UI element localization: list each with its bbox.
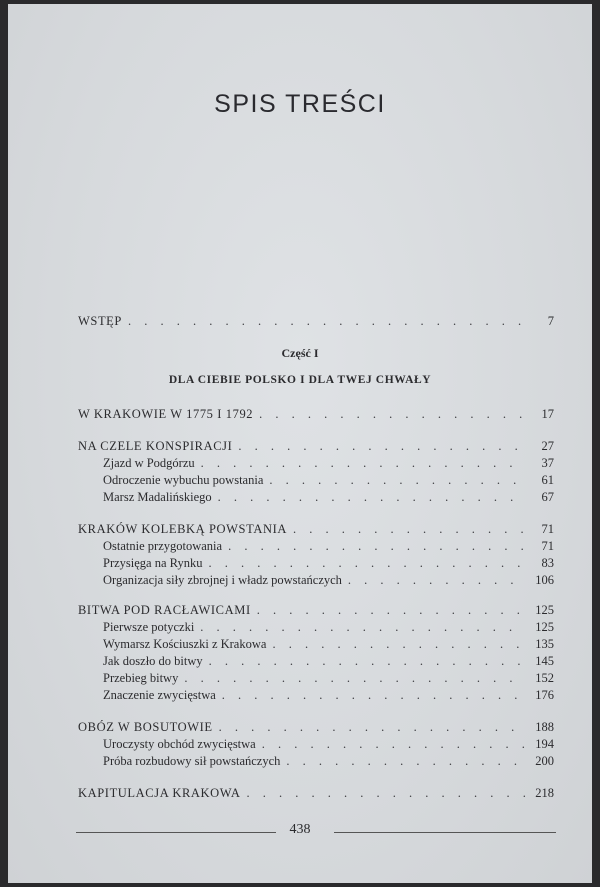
toc-entry-chapter xyxy=(78,719,554,735)
toc-entry-page: 37 xyxy=(541,456,554,470)
toc-entry-label: Próba rozbudowy sił powstańczych xyxy=(103,754,281,768)
toc-entry-page: 27 xyxy=(541,439,554,453)
leader-dots xyxy=(201,455,526,471)
page-number: 438 xyxy=(289,822,311,837)
toc-entry-chapter xyxy=(78,406,554,422)
toc-entry-page: 125 xyxy=(535,620,554,634)
leader-dots xyxy=(184,670,526,686)
toc-entry-page: 188 xyxy=(535,720,554,734)
toc-entry-section xyxy=(103,455,554,471)
toc-entry-page: 106 xyxy=(535,573,554,587)
toc-entry-label: NA CZELE KONSPIRACJI xyxy=(78,439,233,453)
leader-dots xyxy=(208,555,526,571)
toc-entry-chapter xyxy=(78,438,554,454)
toc-entry-intro xyxy=(78,313,554,329)
leader-dots xyxy=(293,521,526,537)
leader-dots xyxy=(269,472,526,488)
toc-entry-label: Przysięga na Rynku xyxy=(103,556,203,570)
toc-entry-label: Pierwsze potyczki xyxy=(103,620,195,634)
toc-entry-chapter xyxy=(78,602,554,618)
part-title: DLA CIEBIE POLSKO I DLA TWEJ CHWAŁY xyxy=(168,374,432,386)
part-label: Część I xyxy=(281,346,319,360)
toc-entry-label: Wymarsz Kościuszki z Krakowa xyxy=(103,637,267,651)
toc-entry-label: OBÓZ W BOSUTOWIE xyxy=(78,720,213,734)
leader-dots xyxy=(222,687,526,703)
leader-dots xyxy=(209,653,526,669)
footer-rule-right xyxy=(334,832,556,833)
leader-dots xyxy=(286,753,526,769)
toc-entry-section xyxy=(103,753,554,769)
toc-entry-section xyxy=(103,736,554,752)
toc-entry-section xyxy=(103,555,554,571)
toc-entry-section xyxy=(103,489,554,505)
toc-entry-page: 194 xyxy=(535,737,554,751)
leader-dots xyxy=(128,313,526,329)
toc-entry-page: 125 xyxy=(535,603,554,617)
toc-entry-section xyxy=(103,636,554,652)
toc-entry-chapter xyxy=(78,521,554,537)
toc-entry-page: 218 xyxy=(535,786,554,800)
toc-entry-page: 17 xyxy=(541,407,554,421)
toc-entry-page: 67 xyxy=(541,490,554,504)
page-title: SPIS TREŚCI xyxy=(214,90,386,118)
toc-entry-page: 71 xyxy=(541,539,554,553)
toc-entry-label: Odroczenie wybuchu powstania xyxy=(103,473,264,487)
toc-entry-label: Znaczenie zwycięstwa xyxy=(103,688,216,702)
toc-entry-label: Marsz Madalińskiego xyxy=(103,490,212,504)
toc-entry-section xyxy=(103,619,554,635)
leader-dots xyxy=(219,719,526,735)
toc-entry-page: 83 xyxy=(541,556,554,570)
leader-dots xyxy=(348,572,526,588)
toc-entry-label: Uroczysty obchód zwycięstwa xyxy=(103,737,256,751)
toc-entry-label: KAPITULACJA KRAKOWA xyxy=(78,786,241,800)
toc-entry-page: 176 xyxy=(535,688,554,702)
toc-entry-label: Organizacja siły zbrojnej i władz powstańczych xyxy=(103,573,342,587)
toc-entry-page: 61 xyxy=(541,473,554,487)
toc-entry-section xyxy=(103,670,554,686)
leader-dots xyxy=(228,538,526,554)
toc-entry-chapter xyxy=(78,785,554,801)
toc-entry-label: W KRAKOWIE W 1775 I 1792 xyxy=(78,407,254,421)
toc-entry-page: 135 xyxy=(535,637,554,651)
toc-entry-page: 152 xyxy=(535,671,554,685)
toc-entry-label: KRAKÓW KOLEBKĄ POWSTANIA xyxy=(78,522,287,536)
toc-entry-label: Jak doszło do bitwy xyxy=(103,654,203,668)
leader-dots xyxy=(257,602,526,618)
toc-entry-section xyxy=(103,687,554,703)
leader-dots xyxy=(246,785,526,801)
leader-dots xyxy=(238,438,526,454)
leader-dots xyxy=(200,619,526,635)
toc-entry-section xyxy=(103,572,554,588)
toc-entry-page: 71 xyxy=(541,522,554,536)
toc-entry-label: Ostatnie przygotowania xyxy=(103,539,223,553)
leader-dots xyxy=(262,736,526,752)
toc-entry-label: WSTĘP xyxy=(78,314,122,328)
leader-dots xyxy=(272,636,526,652)
toc-entry-section xyxy=(103,538,554,554)
toc-entry-label: Zjazd w Podgórzu xyxy=(103,456,195,470)
book-page xyxy=(8,4,592,883)
toc-entry-label: BITWA POD RACŁAWICAMI xyxy=(78,603,251,617)
toc-entry-label: Przebieg bitwy xyxy=(103,671,179,685)
toc-entry-page: 145 xyxy=(535,654,554,668)
toc-entry-page: 200 xyxy=(535,754,554,768)
leader-dots xyxy=(218,489,526,505)
leader-dots xyxy=(259,406,526,422)
toc-entry-section xyxy=(103,472,554,488)
toc-entry-page: 7 xyxy=(547,314,554,328)
toc-entry-section xyxy=(103,653,554,669)
